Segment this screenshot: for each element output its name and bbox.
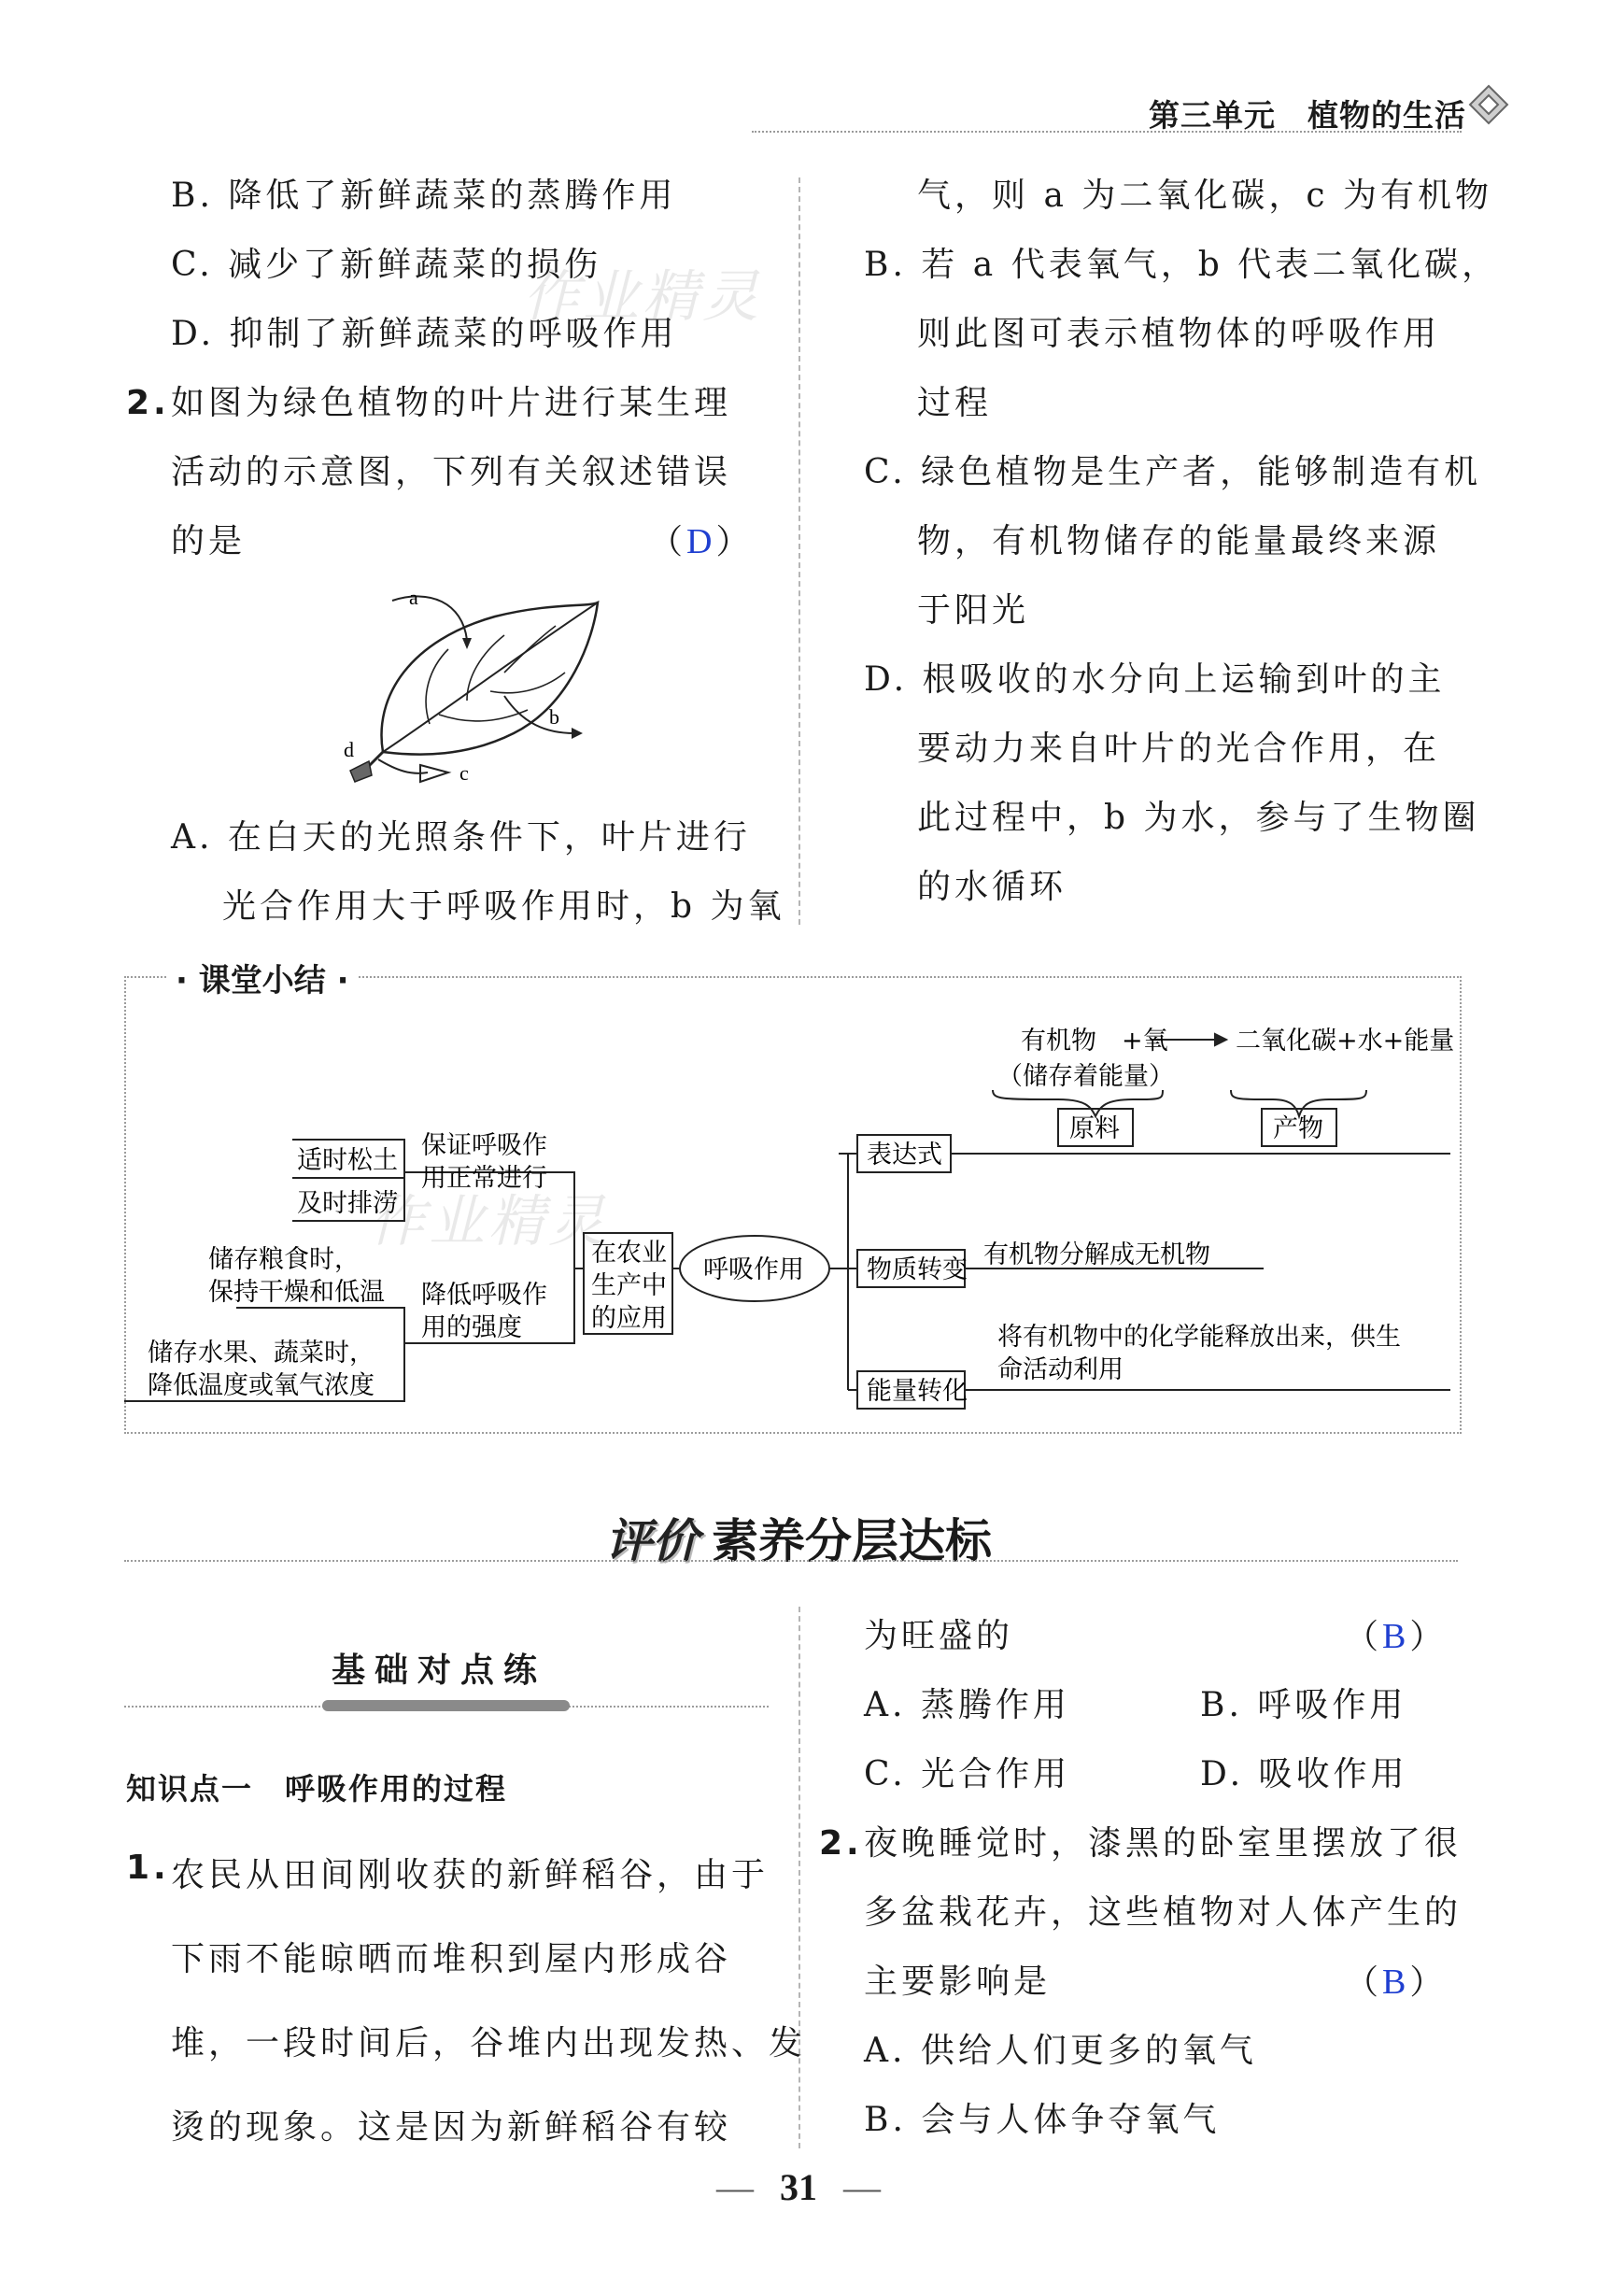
q2b-line-3: 主要影响是 [864,1963,1052,2001]
q1-answer-bracket: （B） [1345,1617,1448,1656]
formula-right: 二氧化碳+水+能量 [1236,1027,1455,1056]
q1-line-2: 下雨不能晾晒而堆积到屋内形成谷 [171,1940,732,1978]
watermark-top: 作业精灵 [523,264,762,330]
basic-title-bar [322,1700,570,1711]
loosen: 适时松土 [297,1146,398,1175]
formula-note: （储存着能量） [997,1062,1174,1091]
unit-header: 第三单元 植物的生活 [1149,97,1466,134]
right-line-9: 要动力来自叶片的光合作用，在 [917,730,1441,768]
q2-line-2: 活动的示意图，下列有关叙述错误 [171,453,732,491]
right-line-8: D. 根吸收的水分向上运输到叶的主 [864,660,1446,699]
page-number: 31 [780,2166,817,2208]
option-b: B. 降低了新鲜蔬菜的蒸腾作用 [171,177,677,215]
q2b-line-2: 多盆栽花卉，这些植物对人体产生的 [864,1893,1463,1932]
question-2-number: 2. [126,384,170,422]
fruit-1: 储存水果、蔬菜时， [148,1339,375,1368]
q2b-opt-b: B. 会与人体争夺氧气 [864,2101,1221,2139]
expr-node: 表达式 [867,1141,942,1169]
basic-title: 基础对点练 [332,1651,547,1690]
q2b-answer-bracket: （B） [1345,1963,1448,2002]
reduce-2: 用的强度 [421,1313,522,1342]
section-rule [124,1560,1458,1562]
raw-label: 原料 [1069,1114,1120,1143]
q1-line-3: 堆，一段时间后，谷堆内出现发热、发 [171,2024,807,2062]
q2-line-1: 如图为绿色植物的叶片进行某生理 [171,384,732,422]
application-3: 的应用 [591,1304,667,1333]
q2b-line-1: 夜晚睡觉时，漆黑的卧室里摆放了很 [864,1824,1463,1863]
section-title-text: 素养分层达标 [712,1514,992,1568]
right-line-2: B. 若 a 代表氧气，b 代表二氧化碳， [864,246,1500,284]
q1-line-4: 烫的现象。这是因为新鲜稻谷有较 [171,2108,732,2147]
summary-title: · 课堂小结 · [166,955,359,1000]
grain-2: 保持干燥和低温 [208,1278,385,1307]
q1-opt-b: B. 呼吸作用 [1200,1686,1407,1724]
ensure-1: 保证呼吸作 [421,1131,547,1160]
energy-desc-2: 命活动利用 [997,1355,1124,1384]
application-1: 在农业 [591,1239,667,1268]
q2-line-3: 的是 [171,522,247,560]
q2-answer-bracket: （D） [649,522,754,561]
column-divider-top [798,177,800,925]
header-rule [752,131,1462,133]
label-c: c [459,761,469,785]
option-d: D. 抑制了新鲜蔬菜的呼吸作用 [171,315,678,353]
right-line-7: 于阳光 [917,591,1030,630]
summary-mindmap [124,976,1460,1432]
ensure-2: 用正常进行 [421,1164,547,1193]
q1-opt-c: C. 光合作用 [864,1755,1071,1793]
label-b: b [549,705,559,729]
label-d: d [344,738,354,761]
formula-left: 有机物 +氧 [1021,1027,1168,1056]
q1-opt-a: A. 蒸腾作用 [864,1686,1070,1724]
energy-node: 能量转化 [867,1377,968,1406]
q2b-answer: B [1382,1963,1410,2002]
page-dash-left: — [716,2166,754,2208]
right-line-11: 的水循环 [917,868,1067,906]
right-line-3: 则此图可表示植物体的呼吸作用 [917,315,1441,353]
right-line-4: 过程 [917,384,993,422]
matter-node: 物质转变 [867,1255,968,1284]
reduce-1: 降低呼吸作 [421,1281,547,1310]
q1-number: 1. [126,1849,170,1887]
right-line-1: 气，则 a 为二氧化碳，c 为有机物 [917,177,1492,215]
q2b-opt-a: A. 供给人们更多的氧气 [864,2032,1257,2070]
q1-answer: B [1382,1617,1410,1656]
right-line-10: 此过程中，b 为水，参与了生物圈 [917,799,1480,837]
q1-line-1: 农民从田间刚收获的新鲜稻谷，由于 [171,1856,770,1894]
q1-continued: 为旺盛的 [864,1617,1014,1655]
q2-answer: D [686,522,716,561]
leaf-diagram [327,584,635,789]
grain-1: 储存粮食时， [208,1245,360,1274]
q2b-number: 2. [819,1824,863,1863]
q2-option-a-line-1: A. 在白天的光照条件下，叶片进行 [171,818,751,857]
q1-opt-d: D. 吸收作用 [1200,1755,1408,1793]
page-number-line [0,2165,1597,2209]
option-c: C. 减少了新鲜蔬菜的损伤 [171,246,602,284]
q2-option-a-line-2: 光合作用大于呼吸作用时，b 为氧 [222,887,785,926]
right-line-5: C. 绿色植物是生产者，能够制造有机 [864,453,1482,491]
label-a: a [409,586,418,609]
watermark-summary: 作业精灵 [369,1189,608,1254]
diamond-icon [1466,82,1511,127]
knowledge-point-1: 知识点一 呼吸作用的过程 [126,1771,508,1807]
drain: 及时排涝 [297,1189,398,1218]
section-title-italic: 评价 [605,1514,699,1568]
page-dash-right: — [843,2166,881,2208]
fruit-2: 降低温度或氧气浓度 [148,1371,375,1400]
energy-desc-1: 将有机物中的化学能释放出来，供生 [997,1323,1401,1352]
matter-desc: 有机物分解成无机物 [983,1240,1210,1269]
right-line-6: 物，有机物储存的能量最终来源 [917,522,1441,560]
center-node: 呼吸作用 [703,1255,804,1284]
application-2: 生产中 [591,1271,667,1300]
product-label: 产物 [1273,1114,1323,1143]
